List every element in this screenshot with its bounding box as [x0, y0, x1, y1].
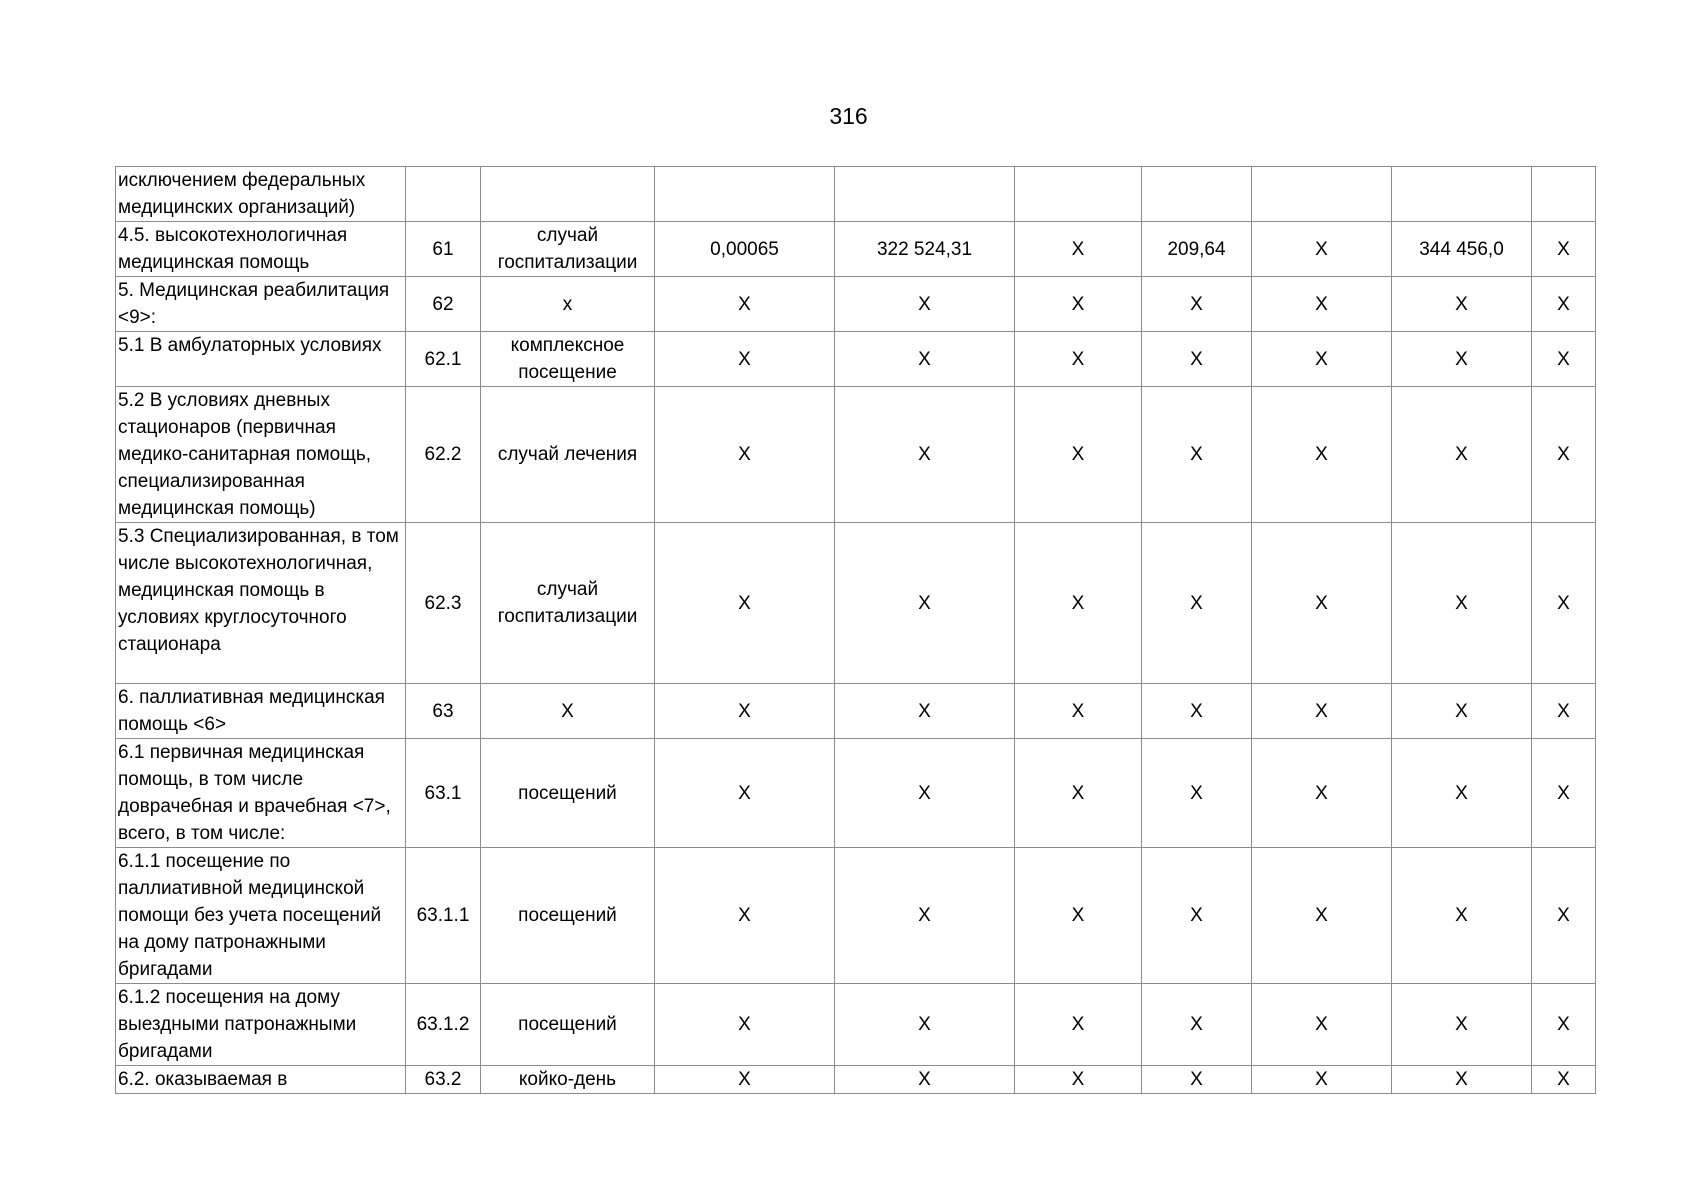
- row-value-cell: X: [655, 848, 835, 984]
- row-value-cell: X: [1532, 387, 1596, 523]
- row-value-cell: X: [835, 332, 1015, 387]
- row-name-cell: 6.1.2 посещения на дому выездными патронажными бригадами: [116, 984, 406, 1066]
- table-body: [116, 167, 1596, 1094]
- table-row: [116, 739, 1596, 848]
- table-row: [116, 1066, 1596, 1094]
- row-value-cell: 344 456,0: [1392, 222, 1532, 277]
- row-value-cell: [1142, 167, 1252, 222]
- row-value-cell: X: [1142, 1066, 1252, 1094]
- row-value-cell: X: [1532, 523, 1596, 684]
- row-value-cell: X: [835, 1066, 1015, 1094]
- row-value-cell: X: [1392, 523, 1532, 684]
- page-number: 316: [829, 103, 868, 129]
- row-value-cell: X: [655, 1066, 835, 1094]
- row-value-cell: X: [1392, 848, 1532, 984]
- row-name-cell: 5.1 В амбулаторных условиях: [116, 332, 406, 387]
- row-value-cell: X: [1015, 984, 1142, 1066]
- row-value-cell: X: [1252, 277, 1392, 332]
- row-value-cell: X: [835, 739, 1015, 848]
- row-name-cell: 5.2 В условиях дневных стационаров (первичная медико-санитарная помощь, специализированная медицинская помощь): [116, 387, 406, 523]
- row-value-cell: X: [1015, 222, 1142, 277]
- row-value-cell: [835, 167, 1015, 222]
- table-row: [116, 277, 1596, 332]
- row-value-cell: X: [1532, 984, 1596, 1066]
- row-value-cell: X: [655, 387, 835, 523]
- row-code-cell: 62: [406, 277, 481, 332]
- row-code-cell: 62.3: [406, 523, 481, 684]
- row-code-cell: [406, 167, 481, 222]
- row-value-cell: X: [1392, 387, 1532, 523]
- row-unit-cell: случай госпитализации: [481, 222, 655, 277]
- row-unit-cell: комплексное посещение: [481, 332, 655, 387]
- row-value-cell: [1252, 167, 1392, 222]
- row-code-cell: 61: [406, 222, 481, 277]
- row-value-cell: X: [1142, 277, 1252, 332]
- table-row: [116, 222, 1596, 277]
- row-value-cell: X: [1142, 332, 1252, 387]
- row-value-cell: 209,64: [1142, 222, 1252, 277]
- row-code-cell: 63: [406, 684, 481, 739]
- row-value-cell: X: [655, 739, 835, 848]
- row-code-cell: 62.2: [406, 387, 481, 523]
- row-value-cell: X: [1252, 739, 1392, 848]
- row-value-cell: X: [1392, 277, 1532, 332]
- row-name-cell: 6.1 первичная медицинская помощь, в том числе доврачебная и врачебная <7>, всего, в том числе:: [116, 739, 406, 848]
- row-unit-cell: х: [481, 277, 655, 332]
- row-value-cell: X: [1252, 984, 1392, 1066]
- table-row: [116, 523, 1596, 684]
- row-value-cell: X: [1392, 984, 1532, 1066]
- row-code-cell: 63.1.2: [406, 984, 481, 1066]
- row-value-cell: X: [1532, 1066, 1596, 1094]
- row-value-cell: X: [1532, 739, 1596, 848]
- row-value-cell: X: [1142, 684, 1252, 739]
- row-value-cell: X: [1142, 984, 1252, 1066]
- table-row: [116, 848, 1596, 984]
- row-value-cell: X: [1392, 684, 1532, 739]
- row-value-cell: 0,00065: [655, 222, 835, 277]
- row-value-cell: X: [835, 277, 1015, 332]
- row-value-cell: X: [1015, 523, 1142, 684]
- row-value-cell: X: [1392, 739, 1532, 848]
- row-value-cell: X: [1392, 332, 1532, 387]
- table-row: [116, 167, 1596, 222]
- row-value-cell: X: [655, 332, 835, 387]
- row-value-cell: X: [1015, 387, 1142, 523]
- row-value-cell: X: [1015, 684, 1142, 739]
- row-value-cell: [1015, 167, 1142, 222]
- row-value-cell: X: [1015, 739, 1142, 848]
- row-unit-cell: посещений: [481, 984, 655, 1066]
- table-row: [116, 984, 1596, 1066]
- row-code-cell: 62.1: [406, 332, 481, 387]
- row-value-cell: X: [655, 984, 835, 1066]
- row-value-cell: X: [835, 523, 1015, 684]
- row-unit-cell: случай госпитализации: [481, 523, 655, 684]
- row-value-cell: X: [1015, 848, 1142, 984]
- row-value-cell: X: [1252, 1066, 1392, 1094]
- row-unit-cell: посещений: [481, 848, 655, 984]
- row-value-cell: X: [835, 984, 1015, 1066]
- row-name-cell: 6. паллиативная медицинская помощь <6>: [116, 684, 406, 739]
- medical-care-table: [115, 166, 1596, 1094]
- row-value-cell: X: [1015, 277, 1142, 332]
- row-unit-cell: Х: [481, 684, 655, 739]
- row-unit-cell: случай лечения: [481, 387, 655, 523]
- row-name-cell: 6.1.1 посещение по паллиативной медицинской помощи без учета посещений на дому патронажными бригадами: [116, 848, 406, 984]
- row-value-cell: X: [1532, 332, 1596, 387]
- row-value-cell: X: [1252, 332, 1392, 387]
- row-value-cell: [655, 167, 835, 222]
- row-value-cell: X: [835, 684, 1015, 739]
- row-value-cell: X: [1252, 387, 1392, 523]
- row-value-cell: X: [1252, 523, 1392, 684]
- row-value-cell: X: [835, 848, 1015, 984]
- row-name-cell: 4.5. высокотехнологичная медицинская помощь: [116, 222, 406, 277]
- row-code-cell: 63.1: [406, 739, 481, 848]
- table-row: [116, 387, 1596, 523]
- row-value-cell: X: [1532, 277, 1596, 332]
- row-value-cell: X: [655, 523, 835, 684]
- row-unit-cell: [481, 167, 655, 222]
- row-unit-cell: койко-день: [481, 1066, 655, 1094]
- row-value-cell: X: [1532, 222, 1596, 277]
- row-name-cell: 5. Медицинская реабилитация <9>:: [116, 277, 406, 332]
- row-name-cell: 5.3 Специализированная, в том числе высокотехнологичная, медицинская помощь в условиях круглосуточного стационара: [116, 523, 406, 684]
- row-value-cell: X: [1252, 222, 1392, 277]
- row-value-cell: X: [1015, 332, 1142, 387]
- row-value-cell: 322 524,31: [835, 222, 1015, 277]
- row-value-cell: X: [1142, 523, 1252, 684]
- row-value-cell: X: [1015, 1066, 1142, 1094]
- row-value-cell: X: [1142, 387, 1252, 523]
- row-name-cell: исключением федеральных медицинских организаций): [116, 167, 406, 222]
- row-value-cell: X: [1532, 848, 1596, 984]
- row-value-cell: X: [835, 387, 1015, 523]
- row-value-cell: X: [655, 277, 835, 332]
- row-value-cell: X: [1142, 848, 1252, 984]
- row-value-cell: [1532, 167, 1596, 222]
- row-value-cell: [1392, 167, 1532, 222]
- table-row: [116, 684, 1596, 739]
- row-value-cell: X: [1142, 739, 1252, 848]
- row-code-cell: 63.2: [406, 1066, 481, 1094]
- row-value-cell: X: [655, 684, 835, 739]
- row-name-cell: 6.2. оказываемая в: [116, 1066, 406, 1094]
- row-code-cell: 63.1.1: [406, 848, 481, 984]
- table-row: [116, 332, 1596, 387]
- row-value-cell: X: [1252, 848, 1392, 984]
- row-value-cell: X: [1252, 684, 1392, 739]
- row-value-cell: X: [1392, 1066, 1532, 1094]
- row-unit-cell: посещений: [481, 739, 655, 848]
- row-value-cell: X: [1532, 684, 1596, 739]
